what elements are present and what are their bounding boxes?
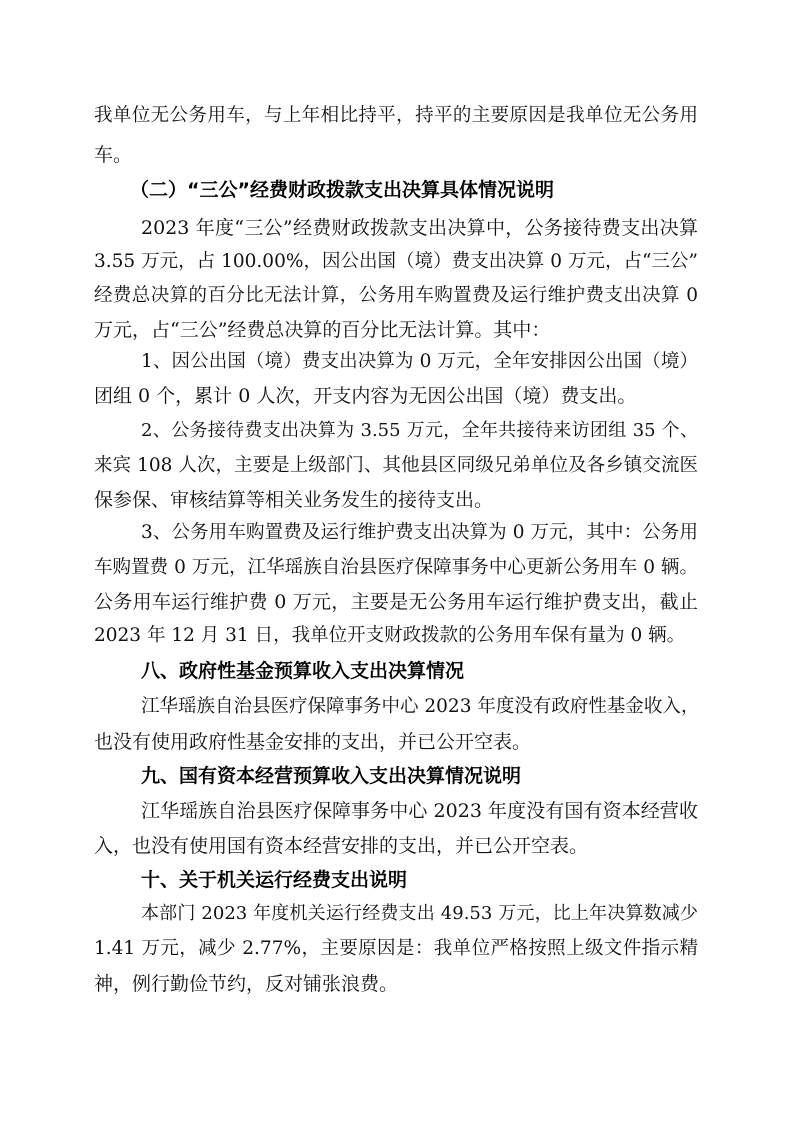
- text-line: 神，例行勤俭节约，反对铺张浪费。: [94, 973, 399, 995]
- paragraph-line: [0, 518, 793, 548]
- section-heading: [0, 761, 793, 791]
- text-line: 公务用车运行维护费 0 万元，主要是无公务用车运行维护费支出，截止: [94, 591, 698, 613]
- paragraph-line: [0, 485, 793, 515]
- paragraph-line: [0, 281, 793, 311]
- text-line: 2023 年度“三公”经费财政拨款支出决算中，公务接待费支出决算: [141, 217, 698, 239]
- text-line: 经费总决算的百分比无法计算，公务用车购置费及运行维护费支出决算 0: [94, 285, 698, 306]
- section-heading: [0, 865, 793, 895]
- heading-text: 九、国有资本经营预算收入支出决算情况说明: [141, 765, 522, 787]
- paragraph-line: [0, 899, 793, 929]
- section-heading: [0, 656, 793, 686]
- paragraph-line: [0, 101, 793, 131]
- text-line: 车购置费 0 万元，江华瑶族自治县医疗保障事务中心更新公务用车 0 辆。: [94, 557, 698, 578]
- heading-text: 十、关于机关运行经费支出说明: [141, 869, 408, 891]
- paragraph-line: [0, 416, 793, 446]
- text-line: 我单位无公务用车，与上年相比持平，持平的主要原因是我单位无公务用: [94, 105, 698, 126]
- paragraph-line: [0, 969, 793, 999]
- text-line: 江华瑶族自治县医疗保障事务中心 2023 年度没有政府性基金收入，: [141, 696, 700, 717]
- paragraph-line: [0, 140, 793, 170]
- text-line: 3、公务用车购置费及运行维护费支出决算为 0 万元，其中：公务用: [141, 522, 698, 543]
- paragraph-line: [0, 381, 793, 411]
- text-line: 来宾 108 人次，主要是上级部门、其他县区同级兄弟单位及各乡镇交流医: [94, 455, 698, 476]
- paragraph-line: [0, 692, 793, 722]
- text-line: 车。: [94, 144, 133, 166]
- text-line: 1、因公出国（境）费支出决算为 0 万元，全年安排因公出国（境）: [141, 351, 698, 372]
- heading-text: （二）“三公”经费财政拨款支出决算具体情况说明: [130, 179, 554, 201]
- paragraph-line: [0, 621, 793, 651]
- paragraph-line: [0, 247, 793, 277]
- text-line: 万元，占“三公”经费总决算的百分比无法计算。其中：: [94, 319, 551, 341]
- text-line: 1.41 万元，减少 2.77%，主要原因是：我单位严格按照上级文件指示精: [94, 938, 698, 959]
- paragraph-line: [0, 796, 793, 826]
- paragraph-line: [0, 587, 793, 617]
- paragraph-line: [0, 451, 793, 481]
- text-line: 团组 0 个，累计 0 人次，开支内容为无因公出国（境）费支出。: [94, 385, 637, 407]
- heading-text: 八、政府性基金预算收入支出决算情况: [141, 660, 465, 682]
- paragraph-line: [0, 347, 793, 377]
- text-line: 江华瑶族自治县医疗保障事务中心 2023 年度没有国有资本经营收: [141, 800, 698, 822]
- text-line: 2、公务接待费支出决算为 3.55 万元，全年共接待来访团组 35 个、: [141, 420, 698, 441]
- text-line: 也没有使用政府性基金安排的支出，并已公开空表。: [94, 731, 532, 753]
- text-line: 入，也没有使用国有资本经营安排的支出，并已公开空表。: [94, 835, 589, 857]
- text-line: 本部门 2023 年度机关运行经费支出 49.53 万元，比上年决算数减少: [141, 903, 698, 924]
- section-heading: [0, 175, 793, 205]
- text-line: 3.55 万元，占 100.00%，因公出国（境）费支出决算 0 万元，占“三公”: [94, 251, 698, 272]
- text-line: 2023 年 12 月 31 日，我单位开支财政拨款的公务用车保有量为 0 辆。: [94, 625, 686, 646]
- paragraph-line: [0, 213, 793, 243]
- paragraph-line: [0, 315, 793, 345]
- text-line: 保参保、审核结算等相关业务发生的接待支出。: [94, 489, 494, 511]
- paragraph-line: [0, 727, 793, 757]
- paragraph-line: [0, 553, 793, 583]
- paragraph-line: [0, 831, 793, 861]
- paragraph-line: [0, 934, 793, 964]
